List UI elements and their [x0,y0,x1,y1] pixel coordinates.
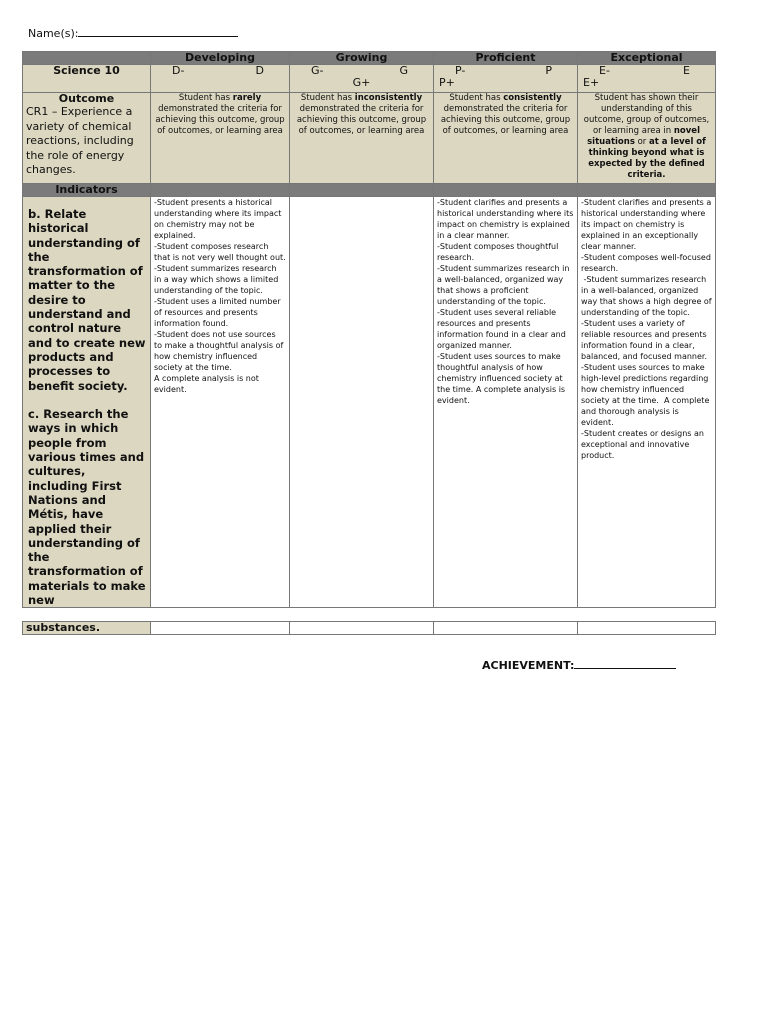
grade-developing-minus: D- [172,64,185,77]
grade-proficient-plus: P+ [439,76,455,89]
criteria-exceptional: -Student clarifies and presents a historical understanding where its impact on chemistry is explained in an exceptionally clear manner. -Student composes well-focused research. -Student summarizes research in a well-balanced, organized way that shows a high degree of understanding of the topic. -Student uses a variety of reliable resources and presents information found in a clear, balanced, and focused manner. -Student uses sources to make high-level predictions regarding how chemistry influenced society at the time. A complete and thorough analysis is evident. -Student creates or designs an exceptional and innovative product. [578,197,716,608]
grade-cell-growing [290,65,434,93]
course-name: Science 10 [23,65,151,93]
indicators-blank-1 [151,184,290,197]
level-name-developing: Developing [151,52,290,65]
grade-row [23,65,716,93]
grade-growing-minus: G- [311,64,324,77]
indicators-label: Indicators [23,184,151,197]
achievement-field [482,658,676,672]
names-blank-line[interactable] [78,26,238,37]
rubric-table-continued [22,621,716,635]
indicators-header-row [23,184,716,197]
rubric-table [22,51,716,608]
grade-exceptional: E [683,64,690,77]
grade-growing-plus: G+ [352,76,371,89]
header-blank-cell [23,52,151,65]
grade-cell-developing [151,65,290,93]
criteria-proficient: -Student clarifies and presents a historical understanding where its impact on chemistry is explained in a clear manner. -Student composes thoughtful research. -Student summarizes research in a well-balanced, organized way that shows a proficient understanding of the topic. -Student uses several reliable resources and presents information found in a clear and organized manner. -Student uses sources to make thoughtful analysis of how chemistry influenced society at the time. A complete analysis is evident. [434,197,578,608]
grade-cell-proficient [434,65,578,93]
continued-blank-2 [290,622,434,635]
outcome-text: CR1 – Experience a variety of chemical reactions, including the role of energy changes. [26,105,134,176]
achievement-label: ACHIEVEMENT: [482,659,575,672]
level-name-exceptional: Exceptional [578,52,716,65]
names-label: Name(s): [28,27,79,40]
criteria-developing: -Student presents a historical understanding where its impact on chemistry may not be explained. -Student composes research that is not very well thought out. -Student summarizes research in a way which shows a limited understanding of the topic. -Student uses a limited number of resources and presents information found. -Student does not use sources to make a thoughtful analysis of how chemistry influenced society at the time. A complete analysis is not evident. [151,197,290,608]
outcome-title: Outcome [58,92,115,105]
descriptor-proficient: Student has consistently demonstrated the criteria for achieving this outcome, group of outcomes, or learning area [434,93,578,184]
criteria-row [23,197,716,608]
indicators-continued: substances. [23,622,151,635]
grade-developing: D [255,64,264,77]
level-name-proficient: Proficient [434,52,578,65]
grade-growing: G [399,64,408,77]
grade-cell-exceptional [578,65,716,93]
continued-row [23,622,716,635]
achievement-blank-line[interactable] [574,658,676,669]
grade-proficient: P [545,64,552,77]
continued-blank-1 [151,622,290,635]
grade-proficient-minus: P- [455,64,466,77]
descriptor-growing: Student has inconsistently demonstrated the criteria for achieving this outcome, group of outcomes, or learning area [290,93,434,184]
descriptor-developing: Student has rarely demonstrated the criteria for achieving this outcome, group of outcomes, or learning area [151,93,290,184]
names-field [28,26,238,40]
continued-blank-3 [434,622,578,635]
level-header-row [23,52,716,65]
indicators-blank-2 [290,184,434,197]
indicators-blank-4 [578,184,716,197]
continued-blank-4 [578,622,716,635]
indicators-text: b. Relate historical understanding of the transformation of matter to the desire to understand and control nature and to create new products and processes to benefit society. c. Research the ways in which people from various times and cultures, including First Nations and Métis, have applied their understanding of the transformation of materials to make new [23,197,151,608]
criteria-growing [290,197,434,608]
descriptor-exceptional: Student has shown their understanding of this outcome, group of outcomes, or learning area in novel situations or at a level of thinking beyond what is expected by the defined criteria. [578,93,716,184]
indicators-blank-3 [434,184,578,197]
grade-exceptional-minus: E- [599,64,610,77]
grade-exceptional-plus: E+ [583,76,600,89]
outcome-cell [23,93,151,184]
level-name-growing: Growing [290,52,434,65]
outcome-row [23,93,716,184]
